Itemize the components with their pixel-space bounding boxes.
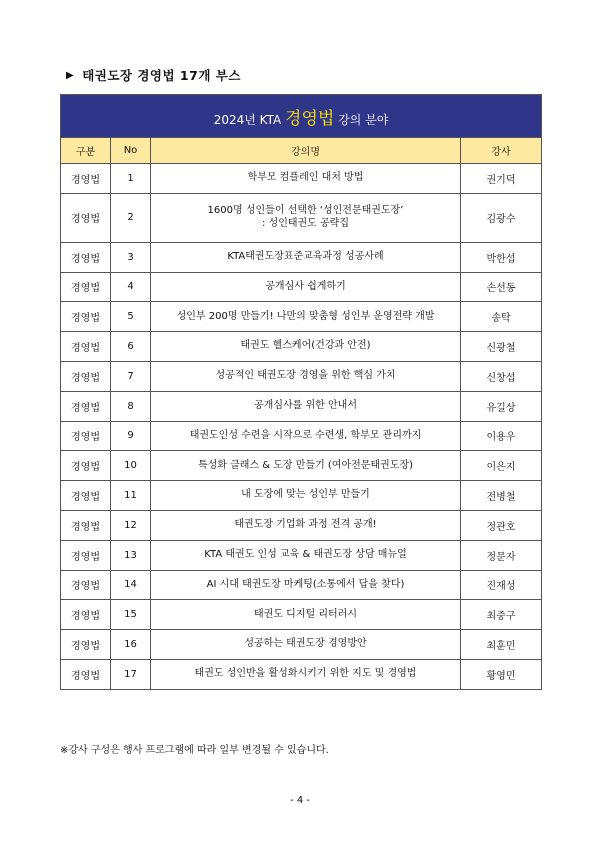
section-heading	[66, 66, 241, 84]
instructor-cell: 신창섭	[461, 361, 542, 391]
instructor-cell: 신광철	[461, 332, 542, 362]
lecture-line: 성공적인 태권도장 경영을 위한 핵심 가치	[215, 370, 396, 382]
lecture-line: KTA 태권도 인성 교육 & 태권도장 상담 매뉴얼	[204, 548, 407, 560]
category-cell: 경영법	[61, 600, 111, 630]
table-row	[61, 659, 542, 689]
category-cell: 경영법	[61, 332, 111, 362]
page-number: - 4 -	[290, 795, 310, 806]
lecture-cell	[151, 391, 461, 421]
lecture-line: 특성화 클래스 & 도장 만들기 (여아전문태권도장)	[197, 459, 414, 471]
category-cell: 경영법	[61, 540, 111, 570]
table-row	[61, 391, 542, 421]
no-cell: 1	[111, 164, 151, 194]
footnote: ※강사 구성은 행사 프로그램에 따라 일부 변경될 수 있습니다.	[60, 745, 329, 756]
banner-highlight: 경영법	[285, 108, 335, 129]
table-row	[61, 630, 542, 660]
lecture-line: 태권도 성인반을 활성화시키기 위한 지도 및 경영법	[194, 668, 417, 680]
category-cell: 경영법	[61, 164, 111, 194]
table-row	[61, 272, 542, 302]
lecture-cell	[151, 451, 461, 481]
lecture-cell	[151, 332, 461, 362]
category-cell: 경영법	[61, 630, 111, 660]
category-cell: 경영법	[61, 242, 111, 272]
lecture-cell	[151, 540, 461, 570]
instructor-cell: 황영민	[461, 659, 542, 689]
category-cell: 경영법	[61, 510, 111, 540]
no-cell: 2	[111, 193, 151, 242]
lecture-table	[60, 94, 542, 690]
instructor-cell: 이용우	[461, 421, 542, 451]
no-cell: 13	[111, 540, 151, 570]
table-row	[61, 302, 542, 332]
lecture-cell	[151, 193, 461, 242]
lecture-cell	[151, 570, 461, 600]
instructor-cell: 권기덕	[461, 164, 542, 194]
triangle-bullet-icon: ▶	[66, 69, 75, 81]
no-cell: 10	[111, 451, 151, 481]
header-lecture: 강의명	[151, 138, 461, 164]
no-cell: 9	[111, 421, 151, 451]
table-row	[61, 242, 542, 272]
lecture-line: AI 시대 태권도장 마케팅(소통에서 답을 찾다)	[206, 578, 405, 590]
table-row	[61, 451, 542, 481]
instructor-cell: 전병철	[461, 481, 542, 511]
no-cell: 8	[111, 391, 151, 421]
lecture-line: 공개심사를 위한 안내서	[254, 399, 357, 411]
lecture-cell	[151, 481, 461, 511]
no-cell: 6	[111, 332, 151, 362]
lecture-line: 태권도 디지털 리터러시	[254, 608, 357, 620]
instructor-cell: 김광수	[461, 193, 542, 242]
lecture-cell	[151, 242, 461, 272]
category-cell: 경영법	[61, 272, 111, 302]
category-cell: 경영법	[61, 481, 111, 511]
table-row	[61, 510, 542, 540]
table-row	[61, 332, 542, 362]
no-cell: 4	[111, 272, 151, 302]
instructor-cell: 손선동	[461, 272, 542, 302]
lecture-cell	[151, 510, 461, 540]
lecture-line: 태권도인성 수련을 시작으로 수련생, 학부모 관리까지	[189, 429, 422, 441]
lecture-cell	[151, 272, 461, 302]
instructor-cell: 최훈민	[461, 630, 542, 660]
lecture-cell	[151, 164, 461, 194]
category-cell: 경영법	[61, 659, 111, 689]
header-instructor: 강사	[461, 138, 542, 164]
category-cell: 경영법	[61, 391, 111, 421]
table-header-row	[61, 138, 542, 164]
table-row	[61, 570, 542, 600]
lecture-cell	[151, 361, 461, 391]
lecture-line: 내 도장에 맞는 성인부 만들기	[241, 489, 370, 501]
category-cell: 경영법	[61, 421, 111, 451]
lecture-line: 1600명 성인들이 선택한 ‘성인전문태권도장’	[207, 205, 404, 217]
category-cell: 경영법	[61, 570, 111, 600]
instructor-cell: 진재성	[461, 570, 542, 600]
instructor-cell: 박한섭	[461, 242, 542, 272]
lecture-line: 공개심사 쉽게하기	[265, 280, 346, 292]
instructor-cell: 유길상	[461, 391, 542, 421]
no-cell: 3	[111, 242, 151, 272]
lecture-line: 태권도장 기업화 과정 전격 공개!	[234, 519, 377, 531]
category-cell: 경영법	[61, 361, 111, 391]
table-row	[61, 361, 542, 391]
table-row	[61, 421, 542, 451]
instructor-cell: 최중구	[461, 600, 542, 630]
category-cell: 경영법	[61, 193, 111, 242]
lecture-cell	[151, 302, 461, 332]
table-row	[61, 193, 542, 242]
instructor-cell: 이은지	[461, 451, 542, 481]
header-no: No	[111, 138, 151, 164]
banner-suffix: 강의 분야	[334, 112, 389, 127]
table-banner	[61, 95, 542, 138]
category-cell: 경영법	[61, 302, 111, 332]
no-cell: 12	[111, 510, 151, 540]
no-cell: 11	[111, 481, 151, 511]
no-cell: 7	[111, 361, 151, 391]
table-row	[61, 164, 542, 194]
table-row	[61, 540, 542, 570]
table-row	[61, 600, 542, 630]
lecture-line: 성인부 200명 만들기! 나만의 맞춤형 성인부 운영전략 개발	[176, 310, 435, 322]
category-cell: 경영법	[61, 451, 111, 481]
no-cell: 17	[111, 659, 151, 689]
instructor-cell: 정문자	[461, 540, 542, 570]
lecture-line: 태권도 헬스케어(건강과 안전)	[240, 340, 371, 352]
lecture-line: 성공하는 태권도장 경영방안	[244, 638, 367, 650]
table-banner-row	[61, 95, 542, 138]
no-cell: 14	[111, 570, 151, 600]
instructor-cell: 송탁	[461, 302, 542, 332]
no-cell: 5	[111, 302, 151, 332]
lecture-line: 학부모 컴플레인 대처 방법	[247, 172, 364, 184]
instructor-cell: 정관호	[461, 510, 542, 540]
banner-prefix: 2024년 KTA	[213, 112, 286, 127]
lecture-line: : 성인태권도 공략집	[261, 217, 349, 229]
table-row	[61, 481, 542, 511]
header-category: 구분	[61, 138, 111, 164]
section-heading-text: 태권도장 경영법 17개 부스	[82, 68, 241, 83]
lecture-cell	[151, 600, 461, 630]
no-cell: 16	[111, 630, 151, 660]
no-cell: 15	[111, 600, 151, 630]
lecture-line: KTA태권도장표준교육과정 성공사례	[227, 250, 384, 262]
lecture-cell	[151, 659, 461, 689]
lecture-cell	[151, 421, 461, 451]
lecture-cell	[151, 630, 461, 660]
